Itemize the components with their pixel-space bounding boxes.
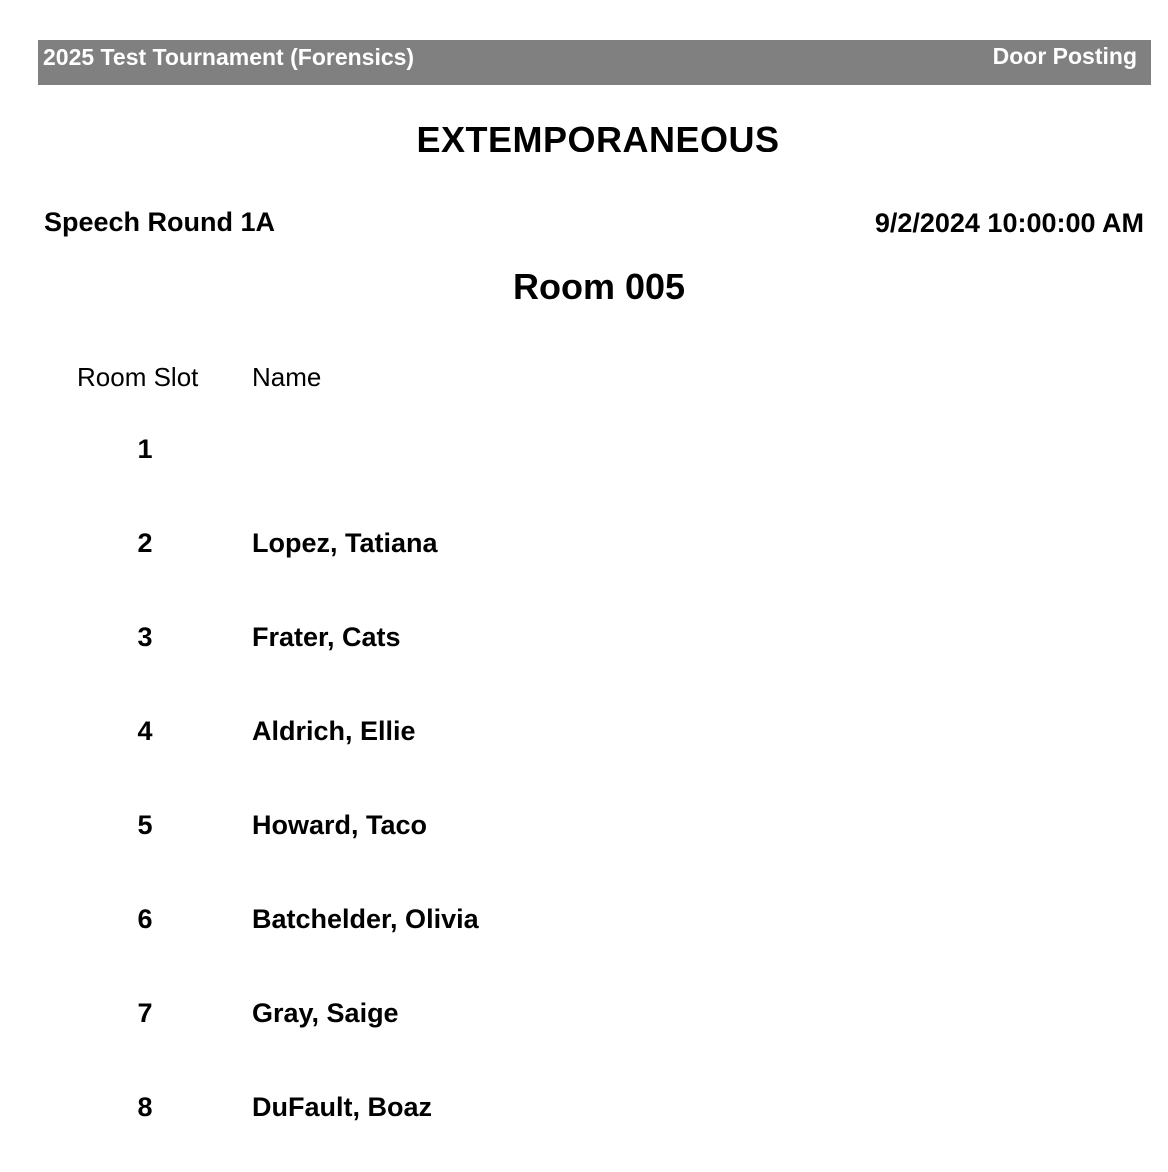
column-header-name: Name (252, 362, 322, 392)
entries-list (0, 420, 1168, 1172)
room-slot-number: 2 (137, 528, 153, 558)
room-slot-number: 1 (137, 434, 153, 464)
room-slot-number: 4 (137, 716, 153, 746)
entrant-name: Frater, Cats (252, 622, 401, 652)
entrant-name: Lopez, Tatiana (252, 528, 438, 558)
entry-row (0, 796, 1168, 890)
room-slot-number: 3 (137, 622, 153, 652)
tournament-name: 2025 Test Tournament (Forensics) (43, 44, 415, 70)
entry-row (0, 1078, 1168, 1172)
entry-row (0, 984, 1168, 1078)
round-label: Speech Round 1A (44, 207, 276, 237)
room-slot-number: 5 (137, 810, 153, 840)
entrant-name: Howard, Taco (252, 810, 428, 840)
room-slot-number: 8 (137, 1092, 153, 1122)
column-header-room-slot: Room Slot (77, 362, 199, 392)
entrant-name: Aldrich, Ellie (252, 716, 416, 746)
entry-row (0, 608, 1168, 702)
entry-row (0, 890, 1168, 984)
entry-row (0, 702, 1168, 796)
event-title: EXTEMPORANEOUS (416, 119, 780, 152)
room-title: Room 005 (512, 266, 686, 307)
document-type: Door Posting (992, 43, 1137, 69)
entrant-name: Batchelder, Olivia (252, 904, 479, 934)
room-slot-number: 7 (137, 998, 153, 1028)
round-datetime: 9/2/2024 10:00:00 AM (874, 208, 1144, 238)
entrant-name: DuFault, Boaz (252, 1092, 432, 1122)
header-bar (38, 40, 1151, 85)
room-slot-number: 6 (137, 904, 153, 934)
entrant-name: Gray, Saige (252, 998, 399, 1028)
entry-row (0, 420, 1168, 514)
entry-row (0, 514, 1168, 608)
